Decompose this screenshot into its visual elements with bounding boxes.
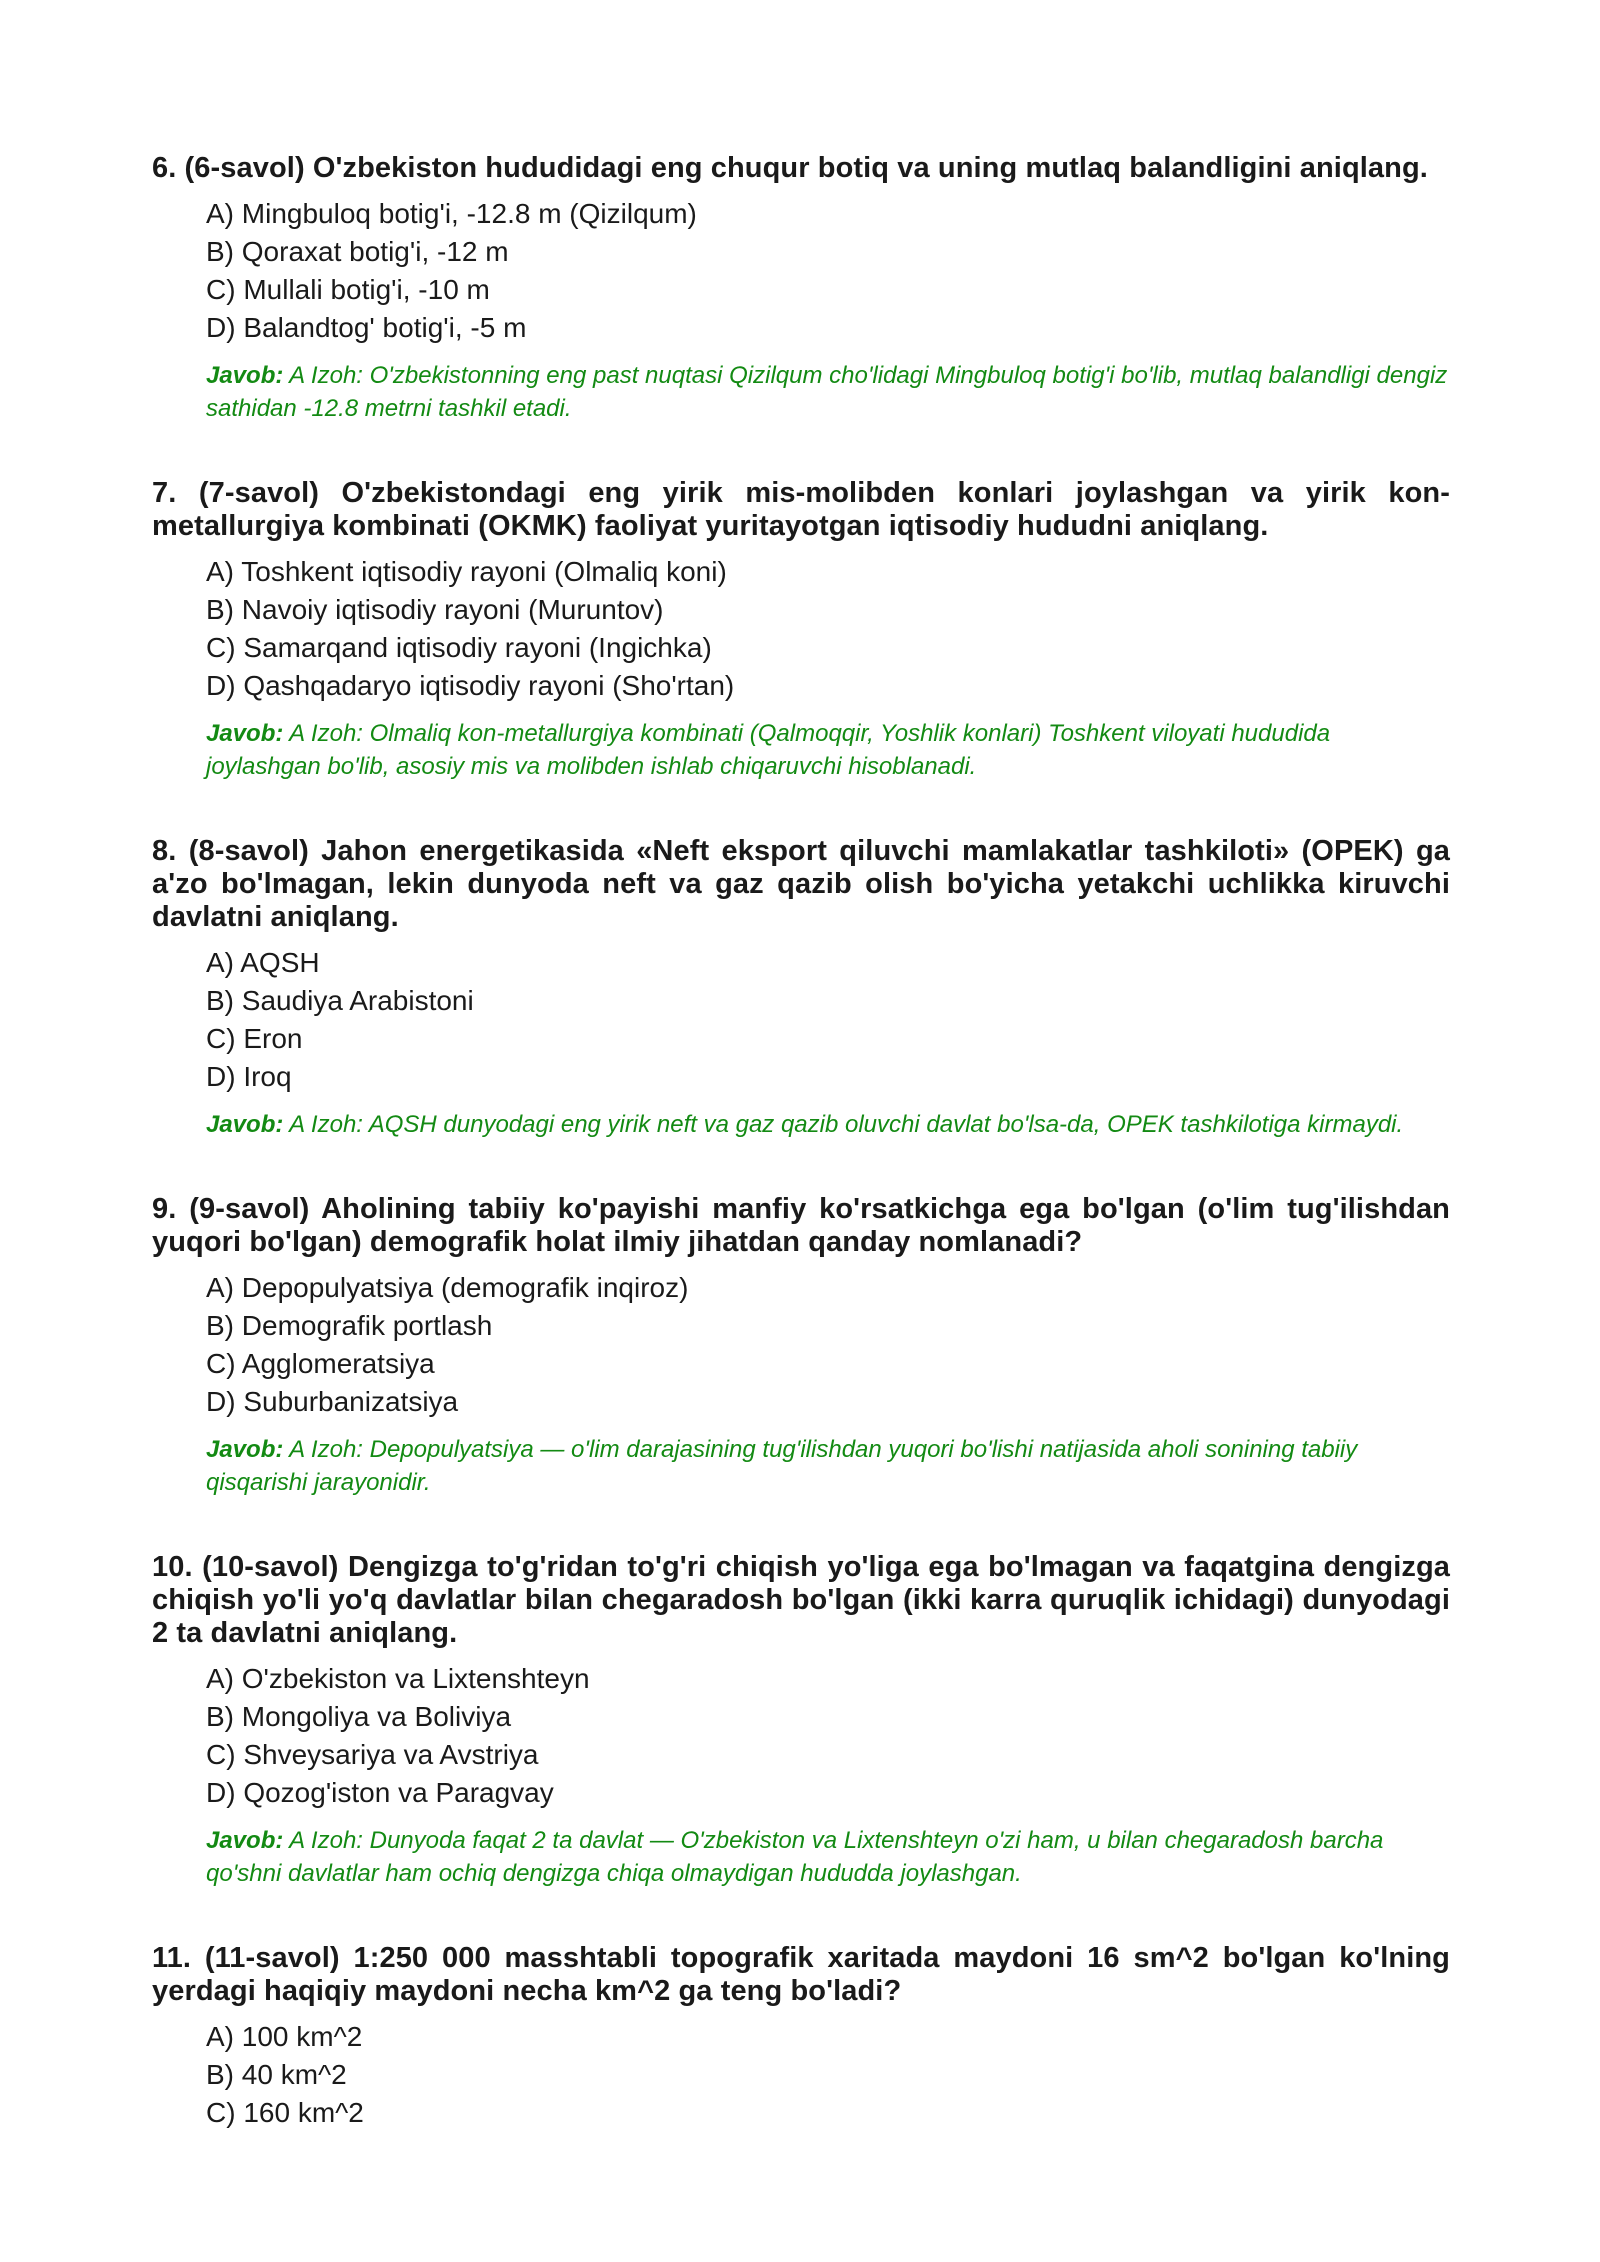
question-text: 7. (7-savol) O'zbekistondagi eng yirik mis-molibden konlari joylashgan va yirik kon-metallurgiya kombinati (OKMK) faoliyat yuritayotgan iqtisodiy hududni aniqlang. bbox=[152, 477, 1450, 542]
answer-label: Javob: bbox=[206, 1436, 284, 1463]
option-b: B) 40 km^2 bbox=[206, 2059, 347, 2090]
option-a: A) Depopulyatsiya (demografik inqiroz) bbox=[206, 1272, 689, 1303]
answer-label: Javob: bbox=[206, 362, 284, 389]
answer-text: A Izoh: Olmaliq kon-metallurgiya kombinati (Qalmoqqir, Yoshlik konlari) Toshkent viloyati hududida joylashgan bo'lib, asosiy mis va molibden ishlab chiqaruvchi hisoblanadi. bbox=[206, 720, 1331, 780]
option-a: A) Mingbuloq botig'i, -12.8 m (Qizilqum) bbox=[206, 198, 697, 229]
option-c: C) Agglomeratsiya bbox=[206, 1348, 435, 1379]
answer-explanation bbox=[206, 1824, 1450, 1890]
option-b: B) Saudiya Arabistoni bbox=[206, 985, 474, 1016]
answer-explanation bbox=[206, 1108, 1450, 1141]
answer-explanation bbox=[206, 717, 1450, 783]
option-d: D) Iroq bbox=[206, 1061, 292, 1092]
option-d: D) Balandtog' botig'i, -5 m bbox=[206, 312, 527, 343]
option-d: D) Qozog'iston va Paragvay bbox=[206, 1777, 554, 1808]
options-list bbox=[206, 1660, 1450, 1812]
option-d: D) Qashqadaryo iqtisodiy rayoni (Sho'rtan) bbox=[206, 670, 735, 701]
question-text: 10. (10-savol) Dengizga to'g'ridan to'g'ri chiqish yo'liga ega bo'lmagan va faqatgina dengizga chiqish yo'li yo'q davlatlar bilan chegaradosh bo'lgan (ikki karra quruqlik ichidagi) dunyodagi 2 ta davlatni aniqlang. bbox=[152, 1551, 1450, 1649]
question-9 bbox=[152, 1193, 1450, 1499]
option-a: A) O'zbekiston va Lixtenshteyn bbox=[206, 1663, 590, 1694]
answer-explanation bbox=[206, 1433, 1450, 1499]
question-7 bbox=[152, 477, 1450, 783]
answer-text: A Izoh: Depopulyatsiya — o'lim darajasining tug'ilishdan yuqori bo'lishi natijasida aholi sonining tabiiy qisqarishi jarayonidir. bbox=[206, 1436, 1358, 1496]
question-8 bbox=[152, 835, 1450, 1141]
question-text: 9. (9-savol) Aholining tabiiy ko'payishi manfiy ko'rsatkichga ega bo'lgan (o'lim tug'ilishdan yuqori bo'lgan) demografik holat ilmiy jihatdan qanday nomlanadi? bbox=[152, 1193, 1450, 1258]
answer-explanation bbox=[206, 359, 1450, 425]
question-text: 6. (6-savol) O'zbekiston hududidagi eng chuqur botiq va uning mutlaq balandligini aniqlang. bbox=[152, 152, 1428, 184]
option-b: B) Mongoliya va Boliviya bbox=[206, 1701, 512, 1732]
answer-label: Javob: bbox=[206, 1111, 284, 1138]
options-list bbox=[206, 1269, 1450, 1421]
option-d: D) Suburbanizatsiya bbox=[206, 1386, 459, 1417]
question-text: 11. (11-savol) 1:250 000 masshtabli topografik xaritada maydoni 16 sm^2 bo'lgan ko'lning yerdagi haqiqiy maydoni necha km^2 ga teng bo'ladi? bbox=[152, 1942, 1450, 2007]
answer-label: Javob: bbox=[206, 720, 284, 747]
option-c: C) Eron bbox=[206, 1023, 303, 1054]
answer-label: Javob: bbox=[206, 1827, 284, 1854]
question-6 bbox=[152, 152, 1450, 425]
option-c: C) Shveysariya va Avstriya bbox=[206, 1739, 539, 1770]
option-c: C) 160 km^2 bbox=[206, 2097, 364, 2128]
option-b: B) Navoiy iqtisodiy rayoni (Muruntov) bbox=[206, 594, 664, 625]
answer-text: A Izoh: O'zbekistonning eng past nuqtasi Qizilqum cho'lidagi Mingbuloq botig'i bo'lib, mutlaq balandligi dengiz sathidan -12.8 metrni tashkil etadi. bbox=[206, 362, 1448, 422]
options-list bbox=[206, 195, 1450, 347]
options-list bbox=[206, 944, 1450, 1096]
option-a: A) Toshkent iqtisodiy rayoni (Olmaliq koni) bbox=[206, 556, 727, 587]
options-list bbox=[206, 553, 1450, 705]
option-b: B) Demografik portlash bbox=[206, 1310, 493, 1341]
answer-text: A Izoh: Dunyoda faqat 2 ta davlat — O'zbekiston va Lixtenshteyn o'zi ham, u bilan chegaradosh barcha qo'shni davlatlar ham ochiq dengizga chiqa olmaydigan hududda joylashgan. bbox=[206, 1827, 1384, 1887]
answer-text: A Izoh: AQSH dunyodagi eng yirik neft va gaz qazib oluvchi davlat bo'lsa-da, OPEK tashkilotiga kirmaydi. bbox=[283, 1111, 1404, 1138]
option-a: A) AQSH bbox=[206, 947, 320, 978]
options-list bbox=[206, 2018, 1450, 2132]
option-a: A) 100 km^2 bbox=[206, 2021, 363, 2052]
option-b: B) Qoraxat botig'i, -12 m bbox=[206, 236, 509, 267]
question-10 bbox=[152, 1551, 1450, 1890]
question-text: 8. (8-savol) Jahon energetikasida «Neft eksport qiluvchi mamlakatlar tashkiloti» (OPEK) ga a'zo bo'lmagan, lekin dunyoda neft va gaz qazib olish bo'yicha yetakchi uchlikka kiruvchi davlatni aniqlang. bbox=[152, 835, 1450, 933]
option-c: C) Mullali botig'i, -10 m bbox=[206, 274, 490, 305]
option-c: C) Samarqand iqtisodiy rayoni (Ingichka) bbox=[206, 632, 712, 663]
question-11 bbox=[152, 1942, 1450, 2132]
